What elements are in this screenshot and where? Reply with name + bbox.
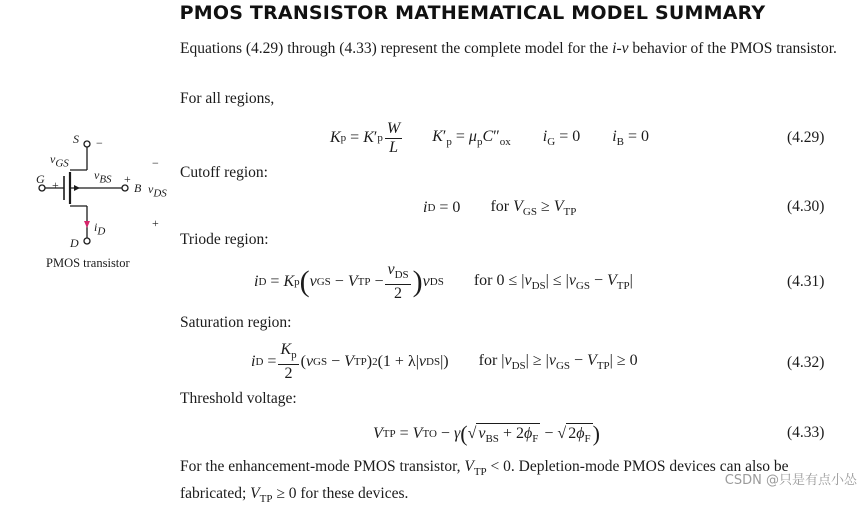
vbs-label: $v_{BS}$: [94, 168, 112, 186]
all-regions-label: For all regions,: [180, 90, 275, 107]
equation-number-4-29: (4.29): [787, 129, 825, 146]
source-label: S: [73, 132, 79, 146]
page-title: PMOS TRANSISTOR MATHEMATICAL MODEL SUMMARY: [179, 2, 766, 24]
bulk-plus: +: [124, 172, 131, 186]
triode-label: Triode region:: [180, 231, 269, 248]
vds-plus: +: [152, 216, 159, 230]
source-minus: −: [96, 136, 103, 150]
vds-minus: −: [152, 156, 159, 170]
footer-paragraph: For the enhancement-mode PMOS transistor, $V_{TP} < 0$. Depletion-mode PMOS devices can also be fabricated; $V_{TP} \ge 0$ for these devices.: [180, 458, 789, 506]
drain-label: D: [70, 236, 79, 250]
threshold-label: Threshold voltage:: [180, 390, 297, 407]
cutoff-label: Cutoff region:: [180, 164, 268, 181]
equation-number-4-32: (4.32): [787, 354, 825, 371]
equation-4-33: V TP = V TO − γ ( √ $v_{BS} + 2\phi_F$ − √ $2\phi_F$ ): [373, 421, 600, 446]
equation-4-30: i D = 0 for $V_{GS} \ge V_{TP}$: [423, 197, 577, 219]
saturation-label: Saturation region:: [180, 314, 292, 331]
equation-number-4-30: (4.30): [787, 198, 825, 215]
gate-plus: +: [52, 178, 59, 192]
id-label: $i_D$: [94, 220, 106, 238]
equation-4-29: K p = K ′ p $\frac{W}{L}$ $K'_p = \mu_pC''_{ox}$ $i_G = 0$ $i_B = 0$: [330, 119, 650, 156]
intro-paragraph: Equations (4.29) through (4.33) represent the complete model for the i-v behavior of the PMOS transistor.: [180, 40, 837, 57]
pmos-transistor-figure: [30, 128, 180, 258]
bulk-label: B: [134, 181, 142, 195]
figure-caption: PMOS transistor: [46, 256, 130, 270]
gate-label: G: [36, 172, 45, 186]
equation-number-4-33: (4.33): [787, 424, 825, 441]
vds-label: $v_{DS}$: [148, 182, 167, 200]
equation-number-4-31: (4.31): [787, 273, 825, 290]
vgs-label: $v_{GS}$: [50, 152, 69, 170]
equation-4-32: i D = $\frac{K_p}{2}$ ( v GS − V TP ) 2 (1 + λ| v DS |) for $|v_{DS}| \ge |v_{GS} - V_{TP}| \ge 0$: [251, 340, 638, 383]
watermark: CSDN @只是有点小怂: [724, 473, 857, 488]
equation-4-31: i D = K p ( v GS − V TP − $\frac{v_{DS}}{2}$ ) v DS for $0 \le |v_{DS}| \le |v_{GS} - V_{TP}|$: [254, 260, 633, 303]
